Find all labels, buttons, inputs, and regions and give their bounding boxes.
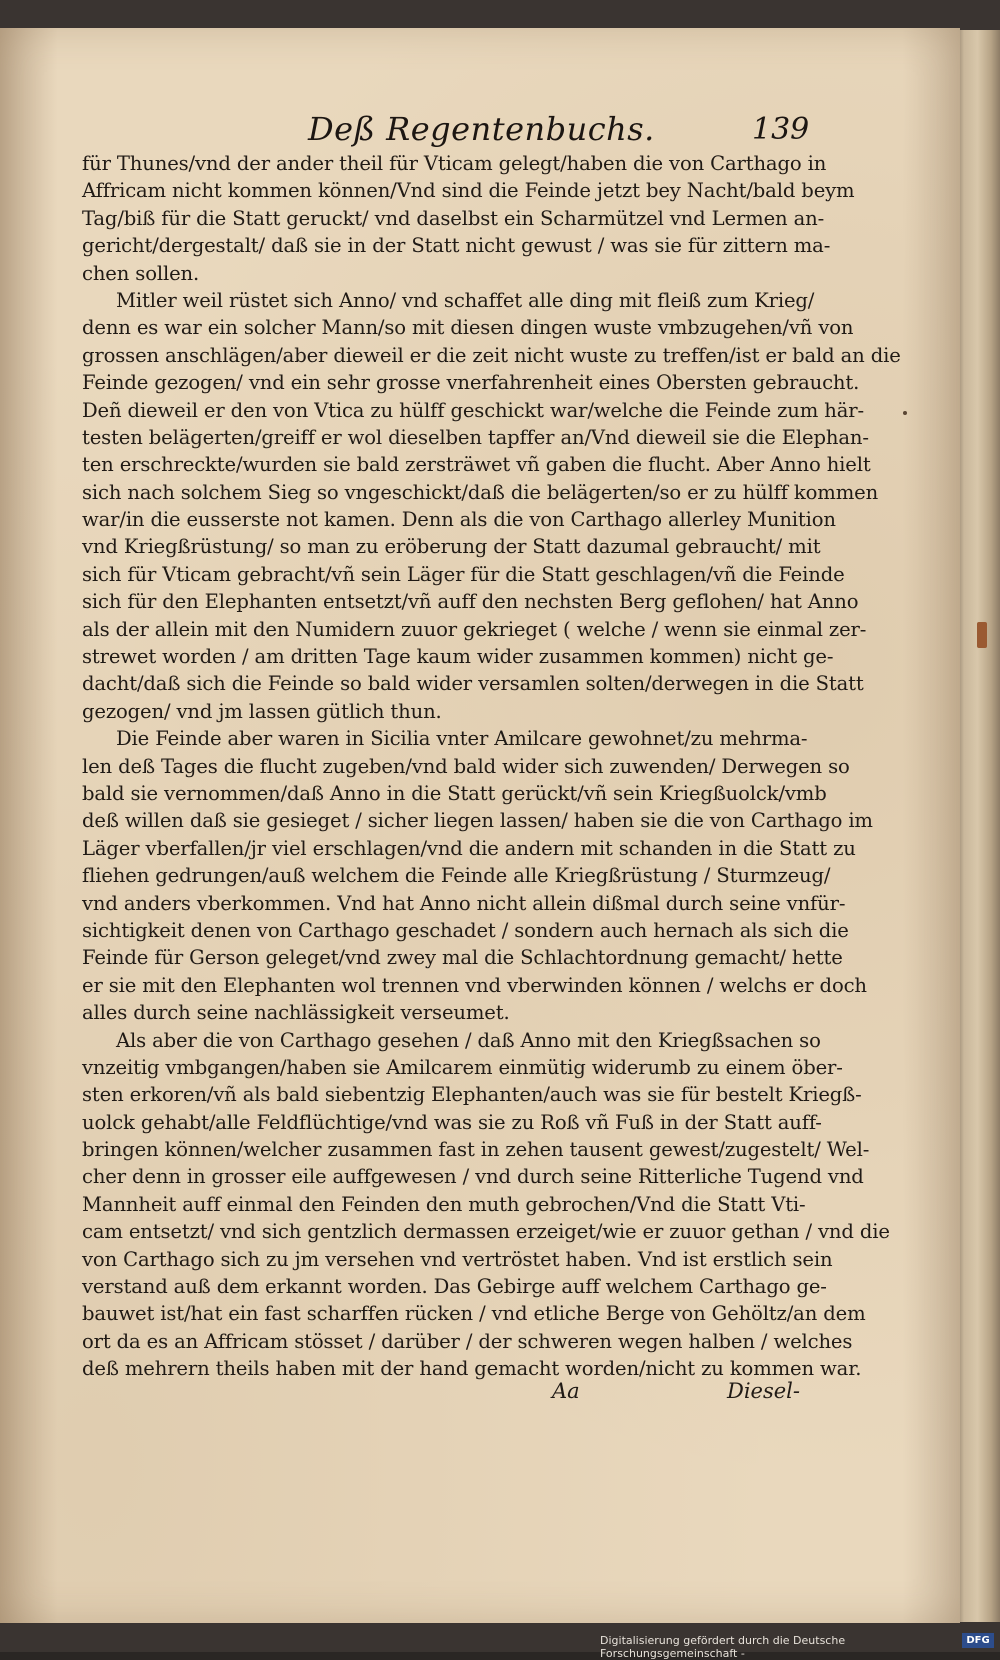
text-line: vnd Kriegßrüstung/ so man zu eröberung der Statt dazumal gebraucht/ mit — [82, 535, 821, 559]
text-line: sichtigkeit denen von Carthago geschadet / sondern auch hernach als sich die — [82, 918, 849, 942]
text-line: gezogen/ vnd jm lassen gütlich thun. — [82, 699, 442, 723]
text-line: ten erschreckte/wurden sie bald zersträwet vñ gaben die flucht. Aber Anno hielt — [82, 453, 871, 477]
digitization-credit — [600, 1630, 1000, 1660]
text-line: sich nach solchem Sieg so vngeschickt/daß die belägerten/so er zu hülff kommen — [82, 480, 879, 504]
text-line: uolck gehabt/alle Feldflüchtige/vnd was sie zu Roß vñ Fuß in der Statt auff- — [82, 1110, 822, 1134]
text-line: Läger vberfallen/jr viel erschlagen/vnd die andern mit schanden in die Statt zu — [82, 836, 856, 860]
book-page-edges — [955, 30, 1000, 1622]
text-line: Mitler weil rüstet sich Anno/ vnd schaffet alle ding mit fleiß zum Krieg/ — [116, 288, 815, 312]
text-line: er sie mit den Elephanten wol trennen vnd vberwinden können / welchs er doch — [82, 973, 867, 997]
text-line: testen belägerten/greiff er wol dieselben tapffer an/Vnd dieweil sie die Elephan- — [82, 425, 869, 449]
dfg-logo: DFG — [962, 1633, 994, 1648]
text-line: bald sie vernommen/daß Anno in die Statt gerückt/vñ sein Kriegßuolck/vmb — [82, 781, 827, 805]
text-line: bringen können/welcher zusammen fast in zehen tausent gewest/zugestelt/ Wel- — [82, 1138, 870, 1162]
text-line: dacht/daß sich die Feinde so bald wider versamlen solten/derwegen in die Statt — [82, 672, 864, 696]
text-line: Mannheit auff einmal den Feinden den muth gebrochen/Vnd die Statt Vti- — [82, 1192, 806, 1216]
text-line: Die Feinde aber waren in Sicilia vnter Amilcare gewohnet/zu mehrma- — [116, 727, 808, 751]
ink-speck — [903, 411, 907, 415]
text-line: alles durch seine nachlässigkeit verseumet. — [82, 1001, 510, 1025]
text-line: deß mehrern theils haben mit der hand gemacht worden/nicht zu kommen war. — [82, 1357, 862, 1381]
page-header — [300, 110, 810, 150]
text-line: gericht/dergestalt/ daß sie in der Statt nicht gewust / was sie für zittern ma- — [82, 234, 831, 258]
text-line: sten erkoren/vñ als bald siebentzig Elephanten/auch was sie für bestelt Kriegß- — [82, 1083, 862, 1107]
text-line: fliehen gedrungen/auß welchem die Feinde alle Kriegßrüstung / Sturmzeug/ — [82, 864, 831, 888]
page-number: 139 — [752, 112, 810, 147]
text-line: Als aber die von Carthago gesehen / daß Anno mit den Kriegßsachen so — [116, 1028, 821, 1052]
text-line: verstand auß dem erkannt worden. Das Gebirge auff welchem Carthago ge- — [82, 1275, 827, 1299]
text-line: denn es war ein solcher Mann/so mit diesen dingen wuste vmbzugehen/vñ von — [82, 316, 854, 340]
text-line: als der allein mit den Numidern zuuor gekrieget ( welche / wenn sie einmal zer- — [82, 617, 867, 641]
text-line: grossen anschlägen/aber dieweil er die zeit nicht wuste zu treffen/ist er bald an die — [82, 343, 901, 367]
credit-text: Digitalisierung gefördert durch die Deutsche Forschungsgemeinschaft - — [600, 1634, 846, 1660]
text-line: Feinde gezogen/ vnd ein sehr grosse vnerfahrenheit eines Obersten gebraucht. — [82, 371, 860, 395]
text-line: Affricam nicht kommen können/Vnd sind die Feinde jetzt bey Nacht/bald beym — [82, 179, 855, 203]
text-line: deß willen daß sie gesieget / sicher liegen lassen/ haben sie die von Carthago im — [82, 809, 873, 833]
text-line: Feinde für Gerson geleget/vnd zwey mal die Schlachtordnung gemacht/ hette — [82, 946, 843, 970]
text-line: für Thunes/vnd der ander theil für Vticam gelegt/haben die von Carthago in — [82, 152, 827, 175]
text-line: war/in die eusserste not kamen. Denn als die von Carthago allerley Munition — [82, 508, 836, 532]
text-line: sich für den Elephanten entsetzt/vñ auff den nechsten Berg geflohen/ hat Anno — [82, 590, 859, 614]
text-line: Tag/biß für die Statt geruckt/ vnd daselbst ein Scharmützel vnd Lermen an- — [82, 206, 825, 230]
page-marker-tab — [977, 622, 987, 648]
body-text — [82, 150, 901, 1383]
text-line: ort da es an Affricam stösset / darüber / der schweren wegen halben / welches — [82, 1329, 853, 1353]
text-line: von Carthago sich zu jm versehen vnd vertröstet haben. Vnd ist erstlich sein — [82, 1247, 833, 1271]
text-line: cam entsetzt/ vnd sich gentzlich dermassen erzeiget/wie er zuuor gethan / vnd die — [82, 1220, 890, 1244]
text-line: sich für Vticam gebracht/vñ sein Läger für die Statt geschlagen/vñ die Feinde — [82, 562, 845, 586]
text-line: len deß Tages die flucht zugeben/vnd bald wider sich zuwenden/ Derwegen so — [82, 754, 850, 778]
text-line: Deñ dieweil er den von Vtica zu hülff geschickt war/welche die Feinde zum här- — [82, 398, 864, 422]
catchword: Diesel- — [727, 1379, 800, 1403]
text-line: bauwet ist/hat ein fast scharffen rücken / vnd etliche Berge von Gehöltz/an dem — [82, 1302, 866, 1326]
text-line: chen sollen. — [82, 261, 200, 285]
text-line: strewet worden / am dritten Tage kaum wider zusammen kommen) nicht ge- — [82, 645, 834, 669]
running-head: Deß Regentenbuchs. — [308, 110, 655, 148]
signature-mark: Aa — [552, 1379, 580, 1403]
text-line: vnd anders vberkommen. Vnd hat Anno nicht allein dißmal durch seine vnfür- — [82, 891, 846, 915]
text-line: cher denn in grosser eile auffgewesen / vnd durch seine Ritterliche Tugend vnd — [82, 1165, 864, 1189]
page-footer — [82, 1379, 800, 1409]
text-line: vnzeitig vmbgangen/haben sie Amilcarem einmütig widerumb zu einem öber- — [82, 1055, 843, 1079]
